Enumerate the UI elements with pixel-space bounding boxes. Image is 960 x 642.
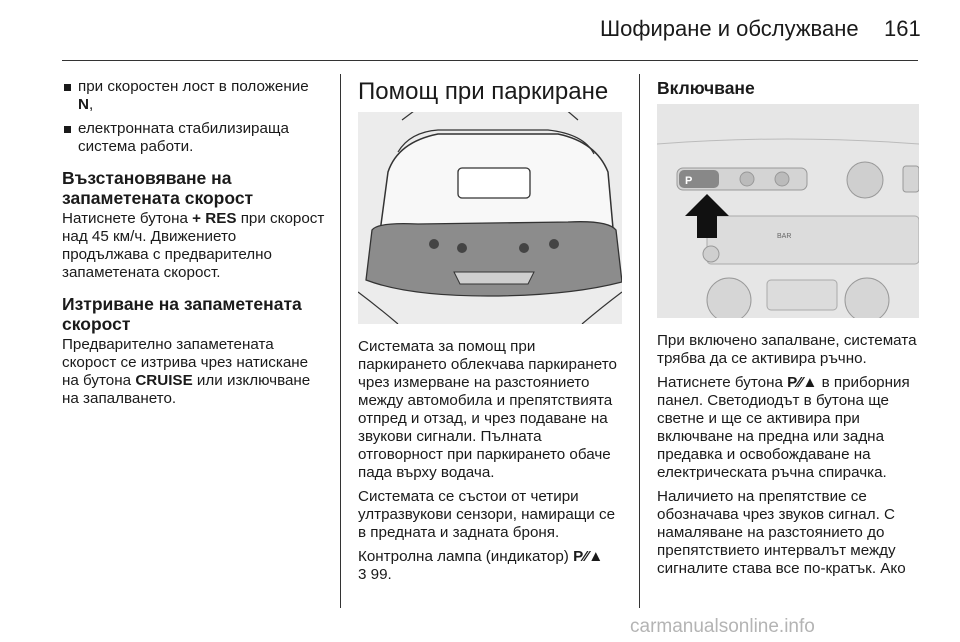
column-divider-2 — [639, 74, 640, 608]
parking-assist-button-icon: P⁄⁄▲ — [787, 374, 818, 391]
parking-assist-indicator-icon: P⁄⁄▲ — [573, 548, 604, 565]
bullet-square-icon — [64, 84, 71, 91]
parking-sensors-text: Системата се състои от четири ултразвукови сензори, намиращи се в предната и задната броня. — [358, 488, 616, 541]
parking-sensor-icon — [549, 239, 559, 249]
watermark: carmanualsonline.info — [630, 616, 815, 637]
page-reference-link[interactable]: 3 99. — [358, 566, 392, 583]
restore-speed-heading: Възстановяване на запаметената скорост — [62, 168, 254, 208]
indicator-lamp-text: Контролна лампа (индикатор) P⁄⁄▲ 3 99. — [358, 548, 604, 583]
bullet-item: при скоростен лост в положение N, — [62, 78, 326, 114]
activation-heading: Включване — [657, 78, 755, 98]
instrument-panel-illustration — [657, 104, 919, 318]
column-2 — [358, 78, 626, 590]
car-rear-bumper-illustration — [358, 112, 622, 324]
bullet-square-icon — [64, 126, 71, 133]
parking-assist-description: Системата за помощ при паркирането облекчава паркирането чрез измерване на разстоянието между автомобила и препятствията отпред и отзад, и чрез подаване на звукови сигнали. Пълната отговорност при паркирането обаче пада върху водача. — [358, 338, 617, 481]
activation-instructions: Натиснете бутона P⁄⁄▲ в приборния панел. Светодиодът в бутона ще светне и ще се активира при включване на предна или задна предавка и освобождаване на електрическата ръчна спирачка. — [657, 374, 910, 481]
parking-assist-heading: Помощ при паркиране — [358, 78, 609, 105]
page-number: 161 — [884, 16, 921, 41]
page-header-title: Шофиране и обслужване — [600, 16, 859, 41]
column-1 — [62, 78, 326, 414]
parking-sensor-icon — [519, 243, 529, 253]
bullet-item: електронната стабилизираща система работи. — [62, 120, 326, 156]
erase-speed-heading: Изтриване на запаметената скорост — [62, 294, 302, 334]
parking-sensor-icon — [429, 239, 439, 249]
erase-speed-text: Предварително запаметената скорост се изтрива чрез натискане на бутона CRUISE или изключване на запалването. — [62, 336, 311, 407]
restore-speed-text: Натиснете бутона + RES при скорост над 45 км/ч. Движението продължава с предварително запаметената скорост. — [62, 210, 325, 281]
parking-sensor-icon — [457, 243, 467, 253]
svg-text:P: P — [685, 175, 693, 187]
svg-text:BAR: BAR — [777, 233, 792, 240]
obstacle-signal-text: Наличието на препятствие се обозначава чрез звуков сигнал. С намаляване на разстоянието до препятствието интервалът между сигналите става все по-кратък. Ако — [657, 488, 906, 577]
column-divider-1 — [340, 74, 341, 608]
activation-intro: При включено запалване, системата трябва да се активира ръчно. — [657, 332, 917, 367]
column-3 — [657, 78, 921, 584]
header-rule — [62, 60, 918, 61]
